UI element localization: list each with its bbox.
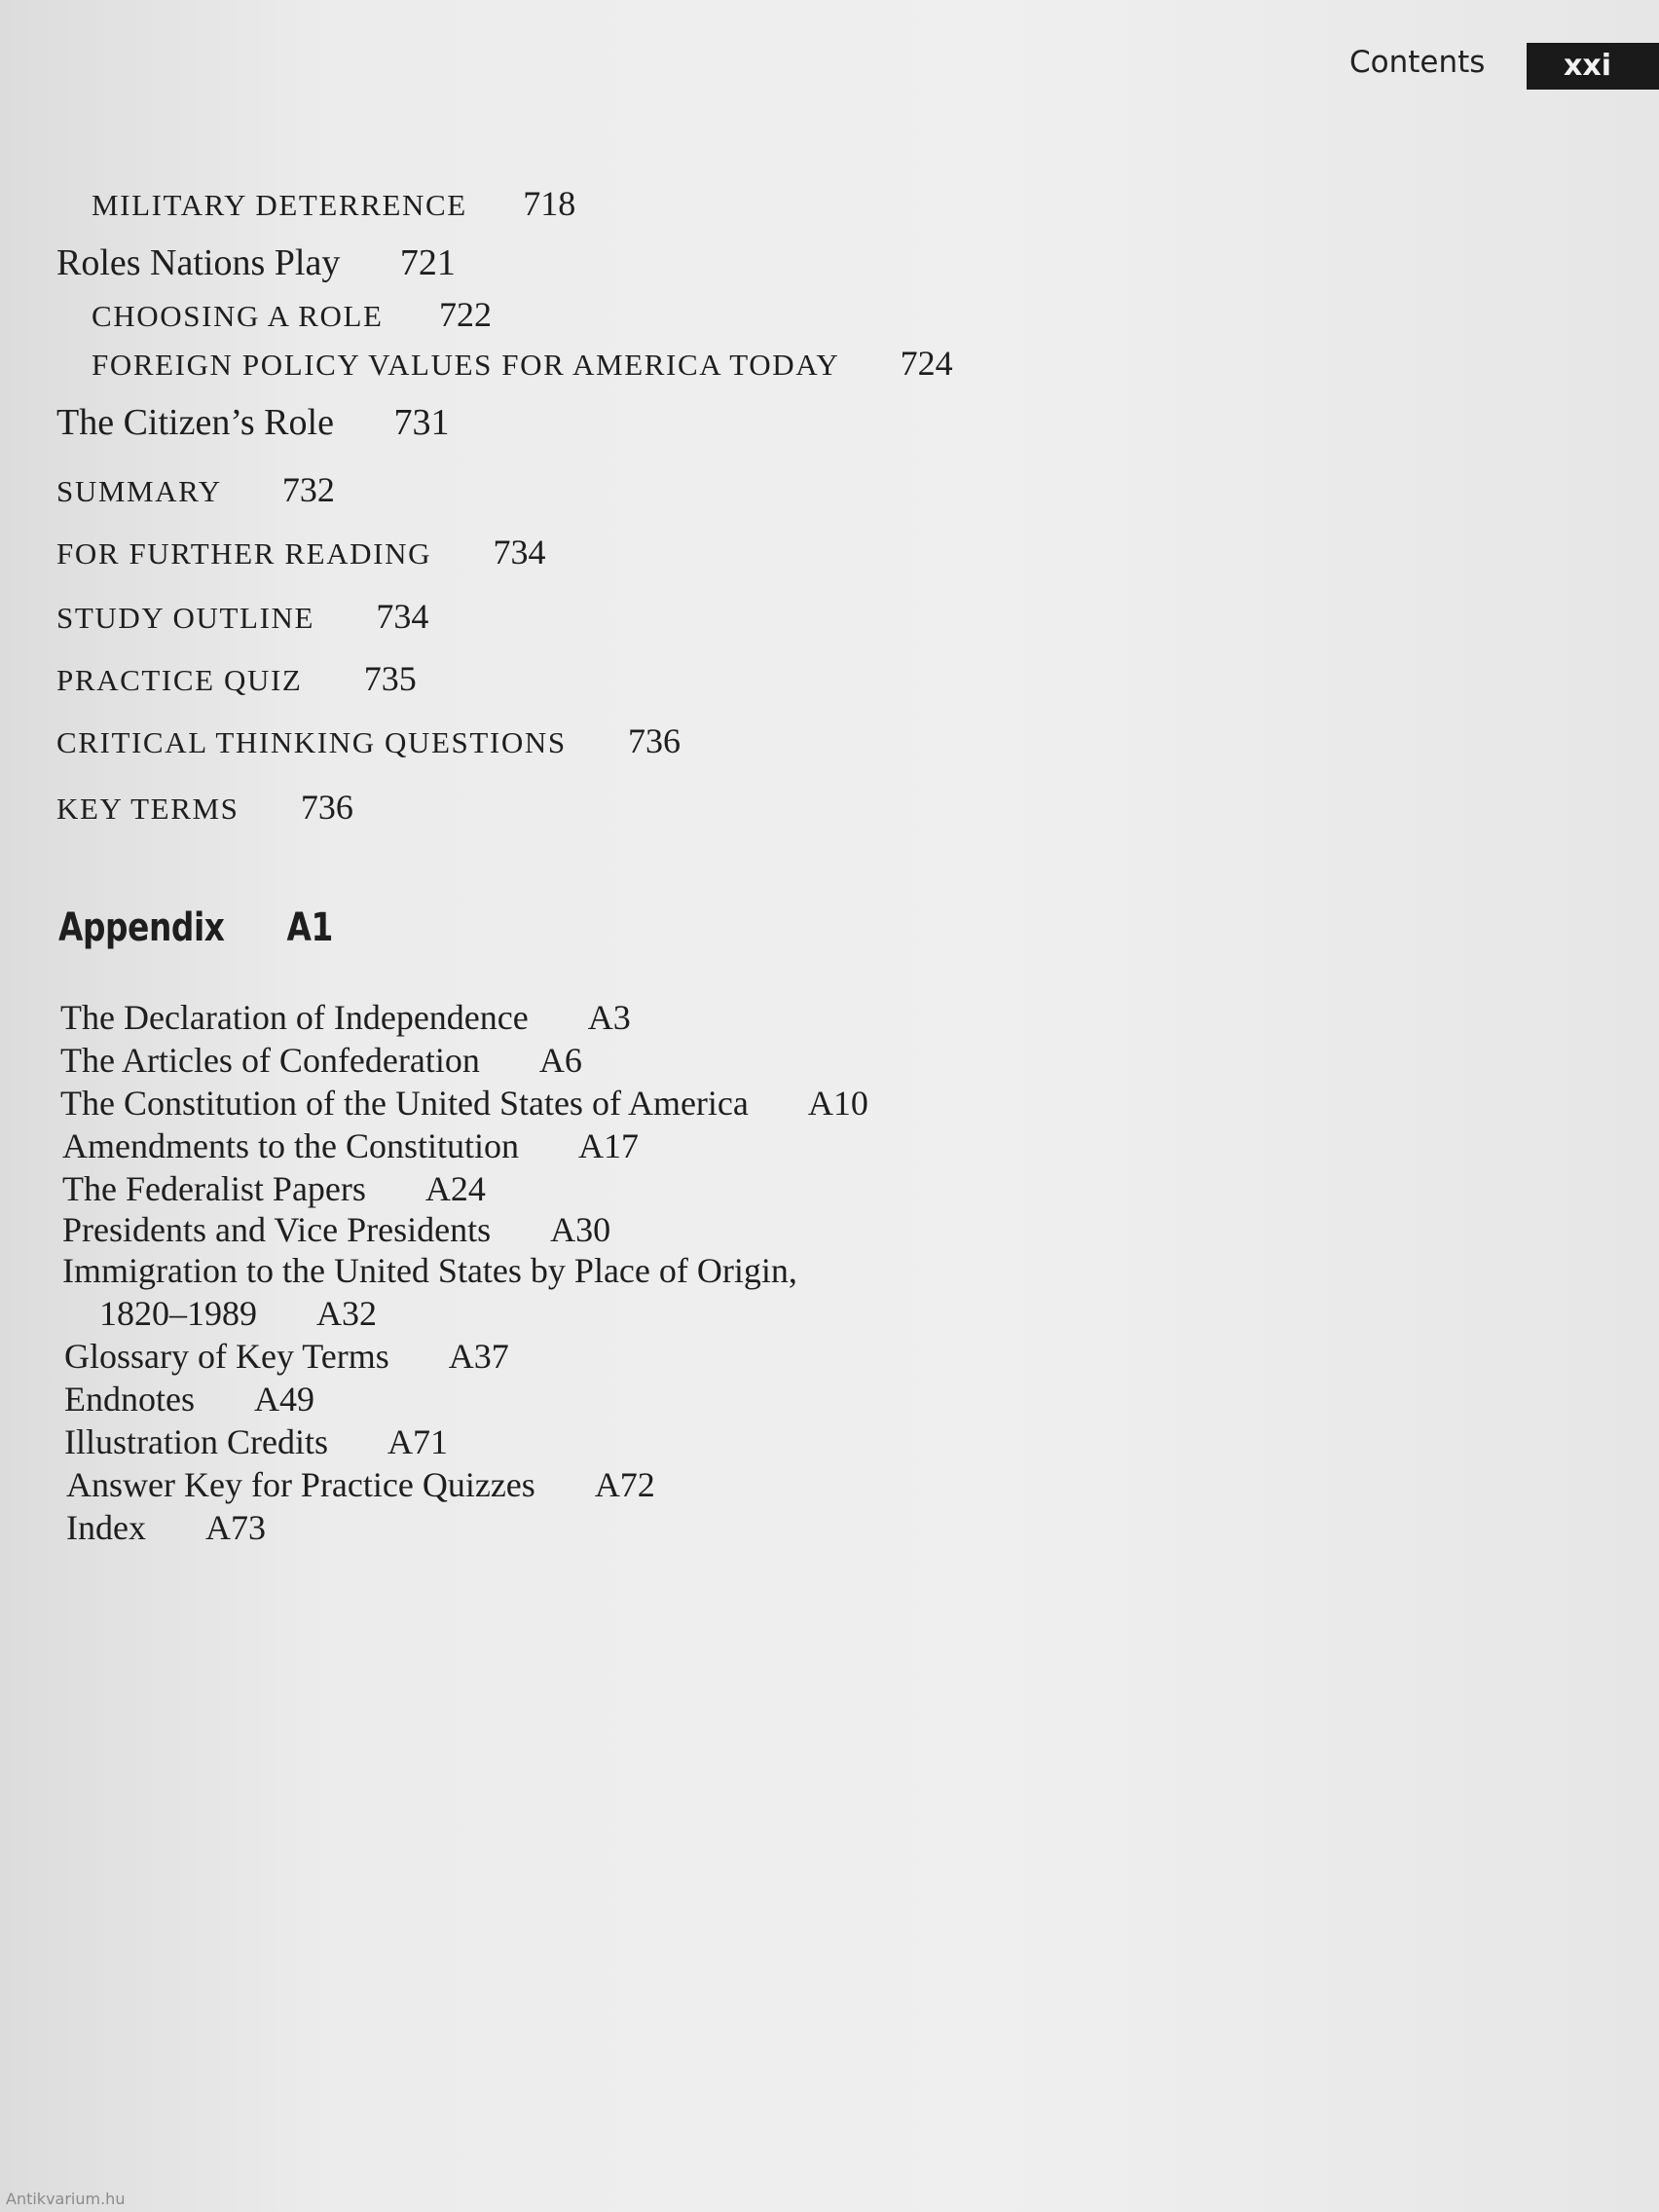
appendix-entry-label: Endnotes bbox=[64, 1380, 195, 1419]
toc-entry-page: 736 bbox=[300, 788, 353, 827]
appendix-entry-label: Answer Key for Practice Quizzes bbox=[66, 1465, 535, 1504]
appendix-entry-page: A49 bbox=[253, 1380, 314, 1419]
appendix-entry-page: A3 bbox=[587, 998, 631, 1037]
appendix-title: Appendix bbox=[58, 905, 225, 950]
running-header-title: Contents bbox=[1349, 45, 1486, 80]
appendix-entry-page: A17 bbox=[577, 1126, 639, 1165]
appendix-entry bbox=[64, 1379, 314, 1419]
appendix-entry-label: The Constitution of the United States of America bbox=[60, 1084, 749, 1123]
appendix-entry-page: A73 bbox=[204, 1508, 266, 1547]
appendix-entry-label: Index bbox=[66, 1508, 146, 1547]
toc-entry bbox=[56, 241, 456, 284]
toc-entry-label: Roles Nations Play bbox=[56, 242, 341, 283]
appendix-entry bbox=[64, 1421, 448, 1462]
toc-entry bbox=[56, 658, 417, 699]
appendix-entry bbox=[60, 1083, 868, 1124]
toc-entry-label: FOR FURTHER READING bbox=[56, 536, 432, 571]
appendix-entry-label: The Articles of Confederation bbox=[60, 1041, 480, 1080]
appendix-entry-label: Amendments to the Constitution bbox=[62, 1126, 519, 1165]
appendix-entry-label: The Federalist Papers bbox=[62, 1169, 366, 1208]
toc-entry-label: CRITICAL THINKING QUESTIONS bbox=[56, 725, 567, 759]
toc-entry-label: KEY TERMS bbox=[56, 792, 240, 826]
appendix-entry bbox=[60, 1040, 582, 1081]
toc-entry-page: 736 bbox=[628, 721, 682, 760]
appendix-entry-page: A30 bbox=[550, 1210, 611, 1249]
appendix-entry-page: A6 bbox=[538, 1041, 582, 1080]
appendix-entry-page: A72 bbox=[594, 1465, 655, 1504]
bleed-through-text bbox=[0, 857, 1159, 900]
page-number-tab: xxi bbox=[1527, 43, 1659, 90]
appendix-entry bbox=[66, 1464, 655, 1505]
appendix-entry-page: A32 bbox=[316, 1294, 377, 1333]
toc-entry-page: 731 bbox=[393, 402, 450, 443]
appendix-page: A1 bbox=[286, 905, 333, 950]
toc-entry bbox=[92, 294, 492, 335]
toc-entry bbox=[56, 720, 681, 761]
toc-entry-label: STUDY OUTLINE bbox=[56, 601, 315, 635]
toc-entry-page: 718 bbox=[523, 184, 576, 223]
appendix-entry bbox=[62, 1125, 639, 1166]
toc-entry bbox=[56, 469, 335, 510]
appendix-entry bbox=[62, 1250, 806, 1291]
appendix-entry bbox=[66, 1507, 266, 1548]
appendix-entry-page: A10 bbox=[807, 1084, 868, 1123]
toc-entry-page: 734 bbox=[376, 597, 429, 636]
appendix-entry-page: A71 bbox=[387, 1422, 448, 1461]
toc-entry bbox=[56, 401, 449, 444]
toc-entry-page: 724 bbox=[900, 344, 953, 383]
appendix-entry-label: Immigration to the United States by Place of Origin, bbox=[62, 1251, 797, 1290]
appendix-entry-page: A24 bbox=[424, 1169, 486, 1208]
toc-entry-label: MILITARY DETERRENCE bbox=[92, 188, 467, 222]
toc-entry bbox=[92, 343, 953, 384]
appendix-entry bbox=[99, 1293, 377, 1334]
toc-entry-page: 721 bbox=[399, 242, 456, 283]
toc-entry-page: 722 bbox=[438, 295, 492, 334]
toc-entry bbox=[56, 596, 428, 637]
appendix-entry-label: Presidents and Vice Presidents bbox=[62, 1210, 492, 1249]
toc-entry bbox=[92, 183, 575, 224]
toc-entry bbox=[56, 532, 545, 572]
appendix-entry-label: The Declaration of Independence bbox=[60, 998, 529, 1037]
appendix-entry bbox=[60, 997, 631, 1038]
watermark-logo: Antikvarium.hu bbox=[6, 2190, 126, 2208]
toc-entry-page: 734 bbox=[493, 533, 546, 571]
appendix-entry-page: A37 bbox=[448, 1337, 509, 1376]
toc-entry-label: SUMMARY bbox=[56, 474, 221, 508]
toc-entry-page: 732 bbox=[281, 470, 335, 509]
toc-entry-page: 735 bbox=[363, 659, 417, 698]
appendix-entry bbox=[62, 1168, 486, 1209]
appendix-entry-label: Illustration Credits bbox=[64, 1422, 328, 1461]
toc-entry-label: FOREIGN POLICY VALUES FOR AMERICA TODAY bbox=[92, 348, 839, 382]
toc-entry-label: PRACTICE QUIZ bbox=[56, 663, 303, 697]
toc-entry-label: CHOOSING A ROLE bbox=[92, 299, 384, 333]
toc-entry-label: The Citizen’s Role bbox=[56, 402, 334, 443]
appendix-entry-label: Glossary of Key Terms bbox=[64, 1337, 389, 1376]
appendix-entry bbox=[62, 1209, 610, 1250]
appendix-heading bbox=[58, 905, 333, 950]
appendix-entry bbox=[64, 1336, 509, 1377]
appendix-entry-label: 1820–1989 bbox=[99, 1294, 257, 1333]
toc-entry bbox=[56, 787, 353, 828]
